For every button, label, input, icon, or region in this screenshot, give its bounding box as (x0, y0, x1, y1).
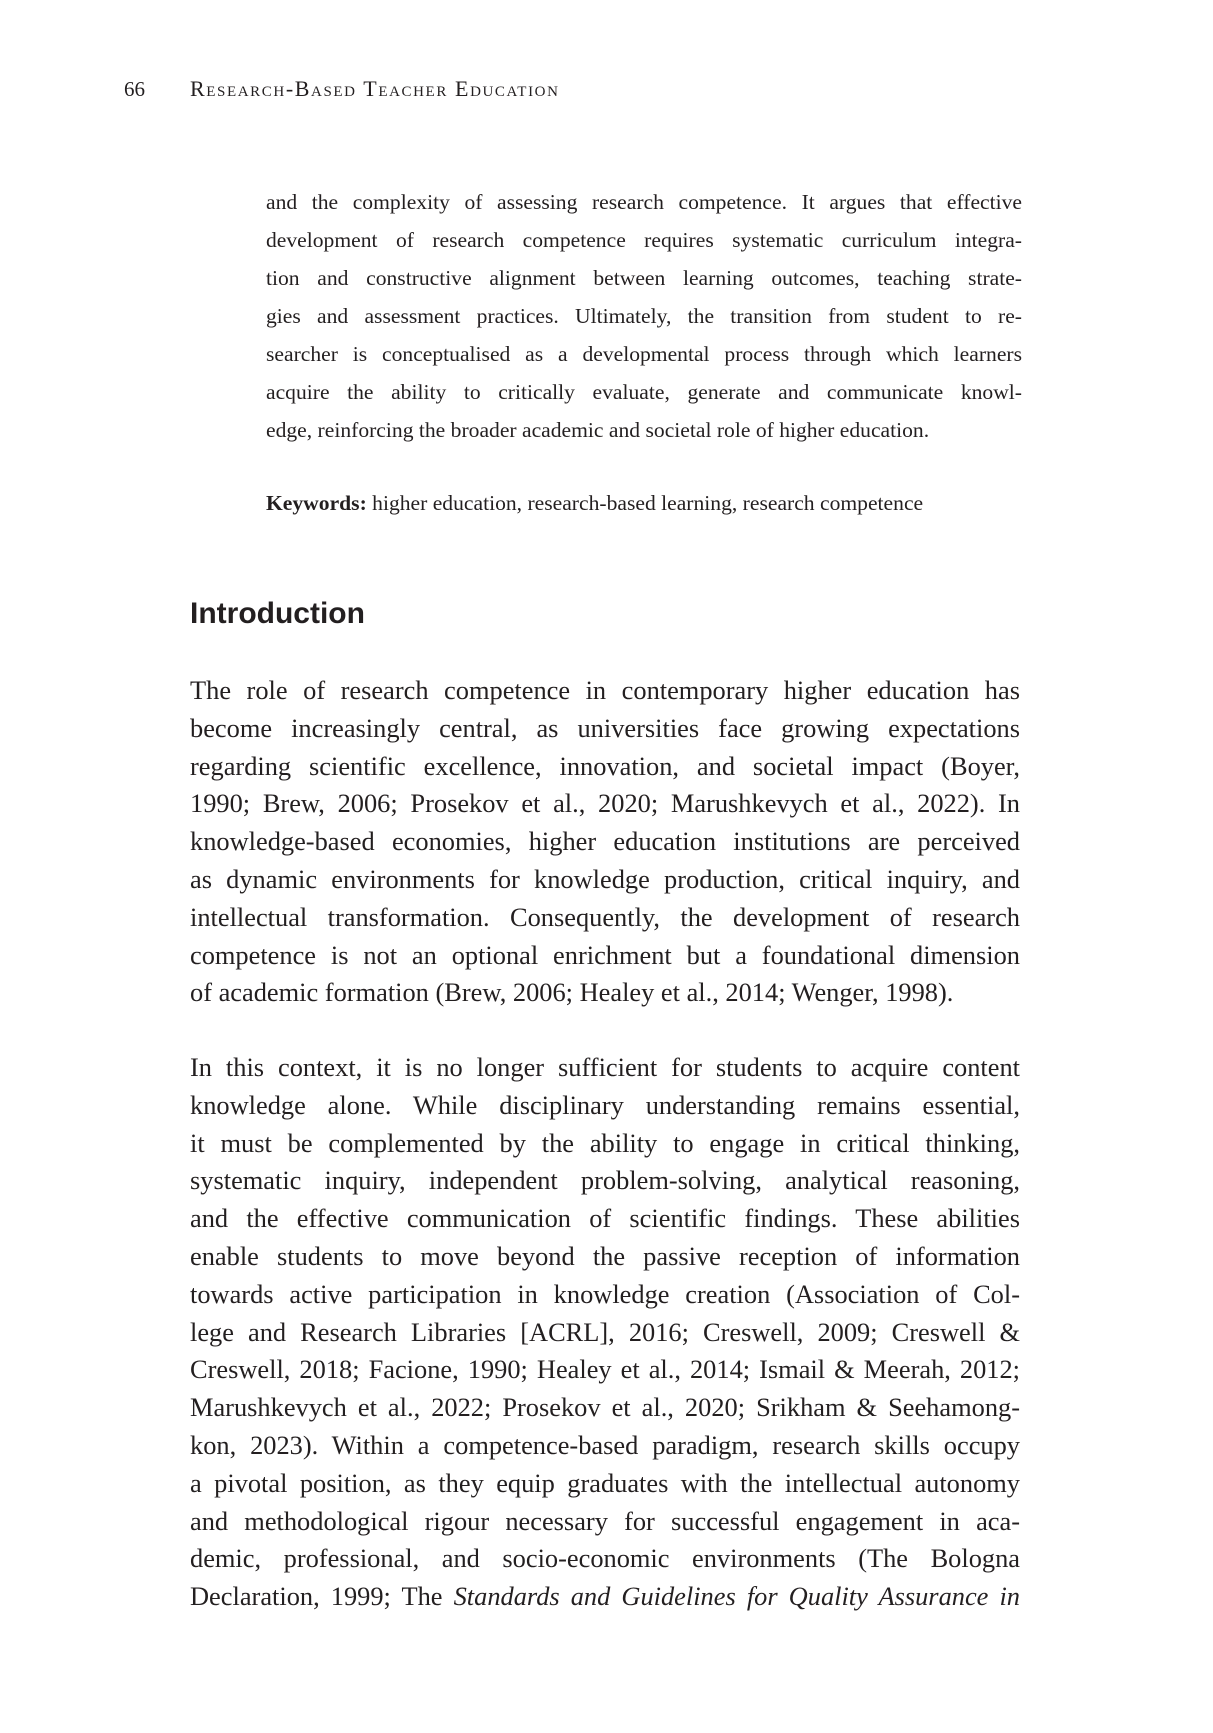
paragraph-line: knowledge alone. While disciplinary understanding remains essential, (190, 1089, 1020, 1120)
paragraph-line: intellectual transformation. Consequently, the development of research (190, 901, 1020, 932)
paragraph-line: Creswell, 2018; Facione, 1990; Healey et al., 2014; Ismail & Meerah, 2012; (190, 1354, 1020, 1385)
paragraph-line: knowledge-based economies, higher education institutions are perceived (190, 826, 1020, 857)
paragraph-line: In this context, it is no longer sufficient for students to acquire content (190, 1052, 1020, 1082)
paragraph-line: a pivotal position, as they equip graduates with the intellectual autonomy (190, 1467, 1020, 1498)
paragraph-line: demic, professional, and socio-economic environments (The Bologna (190, 1543, 1020, 1574)
italic-title: Standards and Guidelines for Quality Assurance in (453, 1581, 1020, 1612)
paragraph-line: competence is not an optional enrichment but a foundational dimension (190, 939, 1020, 970)
abstract-line: edge, reinforcing the broader academic and societal role of higher education. (266, 418, 930, 442)
keywords-text: higher education, research-based learning, research competence (366, 491, 924, 515)
abstract-line: development of research competence requires systematic curriculum integra- (266, 228, 1022, 252)
intro-paragraph-2 (190, 1049, 1020, 1616)
paragraph-line: lege and Research Libraries [ACRL], 2016; Creswell, 2009; Creswell & (190, 1316, 1020, 1347)
section-heading-introduction: Introduction (190, 597, 365, 630)
paragraph-line: become increasingly central, as universities face growing expectations (190, 712, 1020, 743)
paragraph-line: systematic inquiry, independent problem-solving, analytical reasoning, (190, 1165, 1020, 1196)
paragraph-line: as dynamic environments for knowledge production, critical inquiry, and (190, 863, 1020, 894)
abstract-line: acquire the ability to critically evaluate, generate and communicate knowl- (266, 380, 1022, 404)
page-number: 66 (124, 77, 145, 101)
paragraph-line: towards active participation in knowledge creation (Association of Col- (190, 1278, 1020, 1309)
abstract-text (266, 183, 1022, 449)
paragraph-line: it must be complemented by the ability to engage in critical thinking, (190, 1127, 1020, 1158)
paragraph-line: regarding scientific excellence, innovation, and societal impact (Boyer, (190, 750, 1020, 781)
intro-paragraph-1 (190, 672, 1020, 1012)
abstract-line: tion and constructive alignment between learning outcomes, teaching strate- (266, 266, 1022, 290)
paragraph-line: The role of research competence in contemporary higher education has (190, 675, 1020, 705)
paragraph-line: and methodological rigour necessary for successful engagement in aca- (190, 1505, 1020, 1536)
paragraph-line-final (190, 1578, 1020, 1616)
keywords (266, 487, 1026, 519)
keywords-label: Keywords: (266, 491, 367, 515)
running-title: Research-Based Teacher Education (190, 76, 560, 101)
running-head (124, 76, 560, 102)
paragraph-line: of academic formation (Brew, 2006; Healey et al., 2014; Wenger, 1998). (190, 977, 954, 1008)
abstract-line: and the complexity of assessing research competence. It argues that effective (266, 190, 1022, 214)
paragraph-line-prefix: Declaration, 1999; The (190, 1581, 454, 1612)
paragraph-line: enable students to move beyond the passive reception of information (190, 1240, 1020, 1271)
paragraph-line: kon, 2023). Within a competence-based paradigm, research skills occupy (190, 1429, 1020, 1460)
paragraph-line: 1990; Brew, 2006; Prosekov et al., 2020; Marushkevych et al., 2022). In (190, 788, 1020, 819)
paragraph-line: and the effective communication of scientific findings. These abilities (190, 1203, 1020, 1234)
abstract-line: searcher is conceptualised as a developmental process through which learners (266, 342, 1022, 366)
paragraph-line: Marushkevych et al., 2022; Prosekov et al., 2020; Srikham & Seehamong- (190, 1392, 1020, 1423)
abstract-line: gies and assessment practices. Ultimately, the transition from student to re- (266, 304, 1022, 328)
